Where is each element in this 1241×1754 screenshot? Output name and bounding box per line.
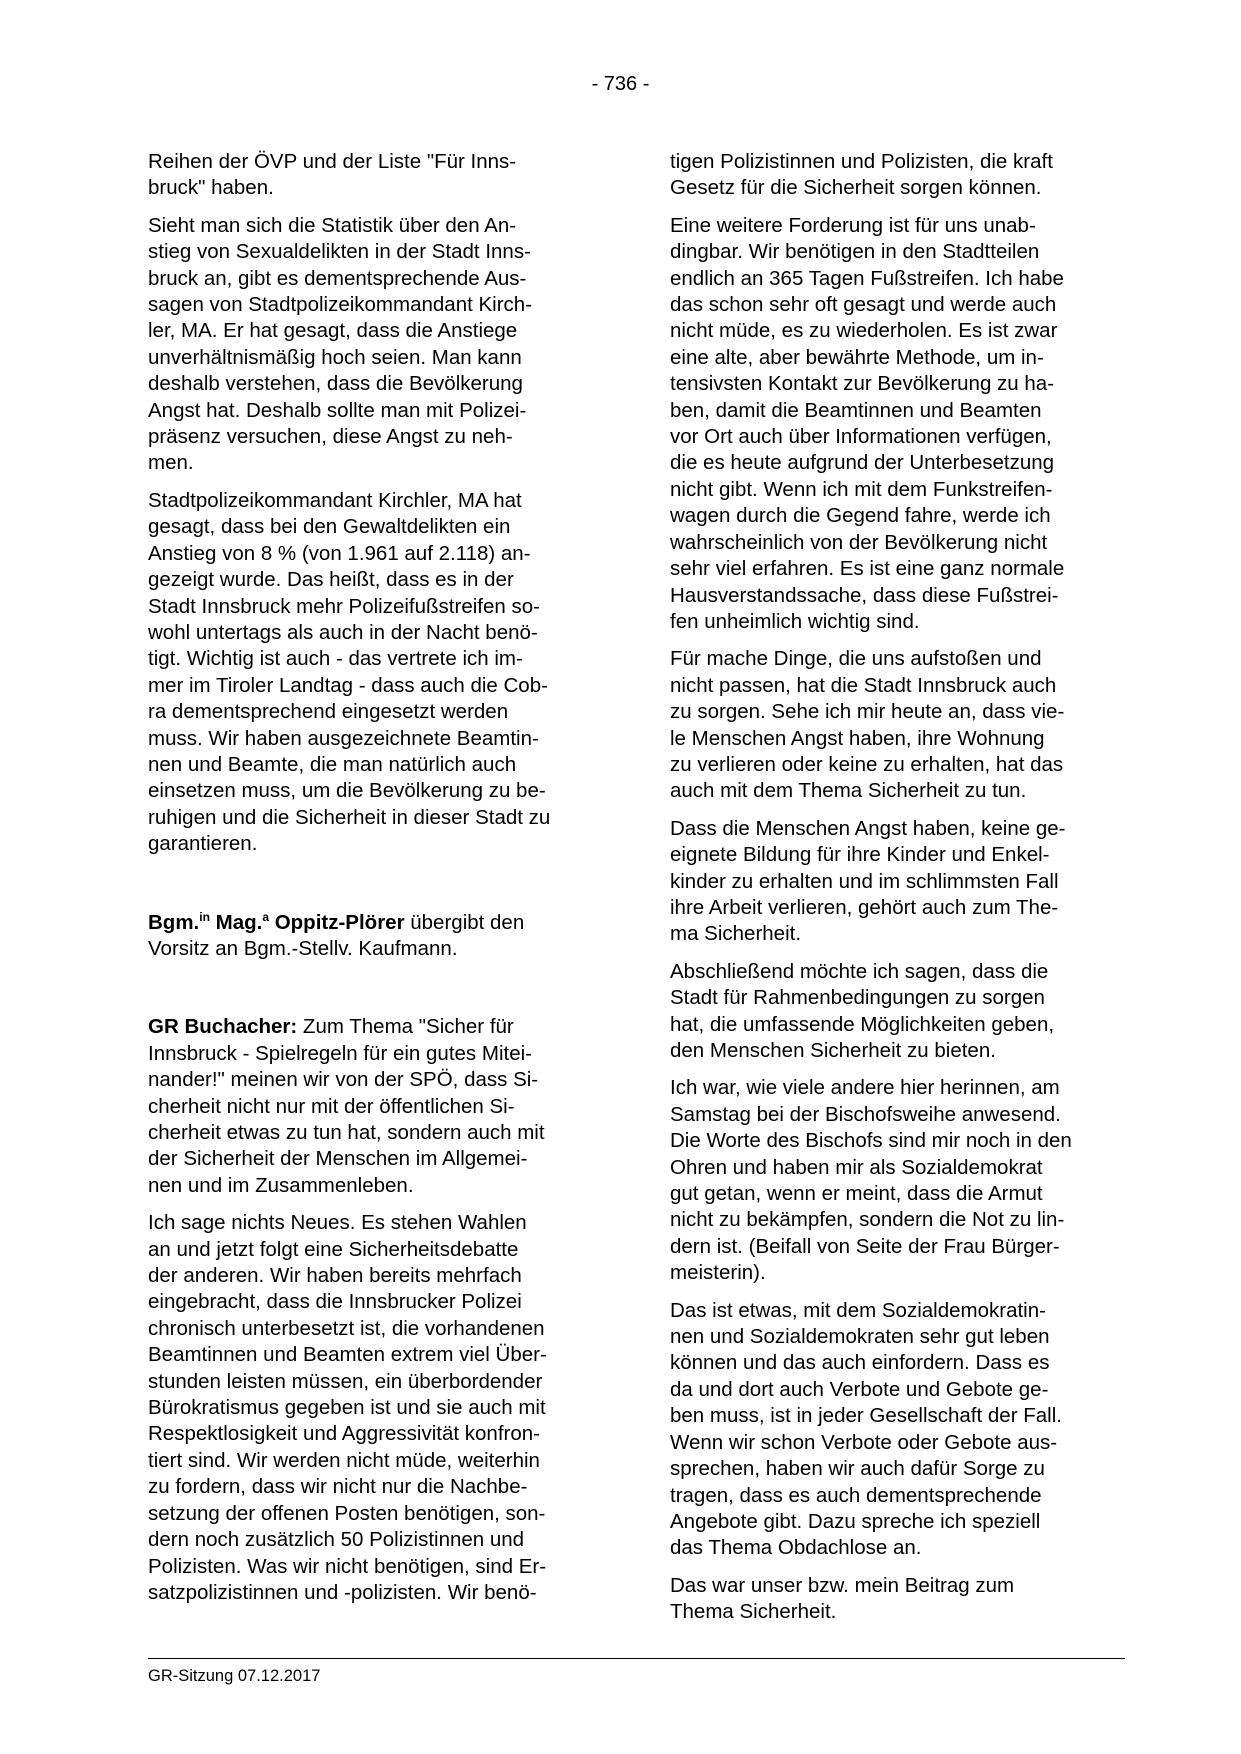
text-line: meisterin). xyxy=(670,1261,766,1285)
chair-line-1: Bgm.$^{in}$ Mag.$^a$ Oppitz-Plörer übergibt den xyxy=(148,909,525,934)
text-line: mer im Tiroler Landtag - dass auch die Cob- xyxy=(148,673,548,697)
text-line: Reihen der ÖVP und der Liste "Für Inns- xyxy=(148,150,517,173)
text-line: cherheit etwas zu tun hat, sondern auch mit xyxy=(148,1121,545,1144)
text-line: bruck an, gibt es dementsprechende Aus- xyxy=(148,266,527,290)
text-line: dern ist. (Beifall von Seite der Frau Bürger- xyxy=(670,1234,1060,1258)
text-line: Samstag bei der Bischofsweihe anwesend. xyxy=(670,1102,1061,1126)
speaker-paragraph xyxy=(148,1014,601,1199)
text-line: Die Worte des Bischofs sind mir noch in den xyxy=(670,1129,1072,1153)
text-line: deshalb verstehen, dass die Bevölkerung xyxy=(148,372,523,396)
text-line: Gesetz für die Sicherheit sorgen können. xyxy=(670,176,1042,200)
text-line: an und jetzt folgt eine Sicherheitsdebatte xyxy=(148,1237,519,1261)
text-line: hat, die umfassende Möglichkeiten geben, xyxy=(670,1012,1055,1036)
text-line: nen und Beamte, die man natürlich auch xyxy=(148,752,517,776)
footer-divider xyxy=(148,1658,1125,1659)
paragraph xyxy=(670,646,1123,804)
text-line: garantieren. xyxy=(148,832,258,856)
text-line: cherheit nicht nur mit der öffentlichen Si- xyxy=(148,1094,515,1118)
text-line: Angst hat. Deshalb sollte man mit Polizei- xyxy=(148,398,527,422)
text-line: Thema Sicherheit. xyxy=(670,1600,837,1624)
text-line: die es heute aufgrund der Unterbesetzung xyxy=(670,451,1055,475)
text-line: stieg von Sexualdelikten in der Stadt Inns- xyxy=(148,240,531,264)
text-line: satzpolizistinnen und -polizisten. Wir benö- xyxy=(148,1580,537,1604)
text-line: zu sorgen. Sehe ich mir heute an, dass vie- xyxy=(670,700,1065,724)
footer-session-date: GR-Sitzung 07.12.2017 xyxy=(148,1667,321,1685)
text-line: dern noch zusätzlich 50 Polizistinnen und xyxy=(148,1528,525,1552)
text-line: Ich war, wie viele andere hier herinnen, am xyxy=(670,1076,1060,1100)
text-line: ruhigen und die Sicherheit in dieser Stadt zu xyxy=(148,805,551,829)
text-line: gesagt, dass bei den Gewaltdelikten ein xyxy=(148,515,511,539)
text-line: gezeigt wurde. Das heißt, dass es in der xyxy=(148,568,514,592)
text-line: nen und im Zusammenleben. xyxy=(148,1173,414,1197)
text-line: Abschließend möchte ich sagen, dass die xyxy=(670,959,1049,983)
text-line: nicht müde, es zu wiederholen. Es ist zwar xyxy=(670,319,1058,343)
spacer xyxy=(148,869,601,910)
paragraph xyxy=(148,149,601,202)
paragraph xyxy=(670,816,1123,948)
paragraph xyxy=(670,1298,1123,1562)
text-line: Das ist etwas, mit dem Sozialdemokratin- xyxy=(670,1298,1046,1322)
chair-handover xyxy=(148,910,601,963)
text-line: eine alte, aber bewährte Methode, um in- xyxy=(670,345,1044,369)
text-line: Stadt für Rahmenbedingungen zu sorgen xyxy=(670,986,1045,1010)
paragraph xyxy=(670,1573,1123,1626)
text-line: können und das auch einfordern. Dass es xyxy=(670,1351,1050,1375)
text-line: wohl untertags als auch in der Nacht benö- xyxy=(148,620,538,644)
text-line: vor Ort auch über Informationen verfügen, xyxy=(670,425,1052,449)
text-line: sehr viel erfahren. Es ist eine ganz normale xyxy=(670,557,1065,581)
text-line: stunden leisten müssen, ein überbordender xyxy=(148,1369,543,1393)
speaker-line-1: GR Buchacher: Zum Thema "Sicher für xyxy=(148,1015,514,1039)
text-line: fen unheimlich wichtig sind. xyxy=(670,609,920,633)
text-line: chronisch unterbesetzt ist, die vorhandenen xyxy=(148,1316,545,1340)
text-line: zu verlieren oder keine zu erhalten, hat das xyxy=(670,752,1064,776)
text-line: das schon sehr oft gesagt und werde auch xyxy=(670,293,1057,317)
text-line: endlich an 365 Tagen Fußstreifen. Ich habe xyxy=(670,266,1064,290)
text-line: auch mit dem Thema Sicherheit zu tun. xyxy=(670,779,1027,803)
text-line: Angebote gibt. Dazu spreche ich speziell xyxy=(670,1509,1041,1533)
paragraph xyxy=(148,1210,601,1606)
text-line: nander!" meinen wir von der SPÖ, dass Si- xyxy=(148,1068,539,1092)
text-line: einsetzen muss, um die Bevölkerung zu be- xyxy=(148,779,546,803)
speaker-name: GR Buchacher: xyxy=(148,1015,298,1039)
text-line: tragen, dass es auch dementsprechende xyxy=(670,1483,1042,1507)
speaker-lines xyxy=(148,1041,601,1199)
text-line: Beamtinnen und Beamten extrem viel Über- xyxy=(148,1343,547,1367)
text-line: nicht gibt. Wenn ich mit dem Funkstreifen- xyxy=(670,477,1053,501)
spacer xyxy=(148,973,601,1014)
text-line: sagen von Stadtpolizeikommandant Kirch- xyxy=(148,293,533,317)
text-line: Hausverstandssache, dass diese Fußstrei- xyxy=(670,583,1059,607)
text-line: Eine weitere Forderung ist für uns unab- xyxy=(670,213,1036,237)
paragraph xyxy=(670,1075,1123,1286)
paragraph xyxy=(148,213,601,477)
text-line: eingebracht, dass die Innsbrucker Polizei xyxy=(148,1290,522,1314)
text-line: ma Sicherheit. xyxy=(670,922,802,946)
chair-name: Bgm.$^{in}$ Mag.$^a$ Oppitz-Plörer xyxy=(148,909,405,934)
text-line: ra dementsprechend eingesetzt werden xyxy=(148,700,509,724)
text-line: das Thema Obdachlose an. xyxy=(670,1536,922,1560)
right-column xyxy=(670,149,1123,1637)
text-line: Anstieg von 8 % (von 1.961 auf 2.118) an- xyxy=(148,541,531,565)
text-line: ben muss, ist in jeder Gesellschaft der Fall. xyxy=(670,1404,1062,1428)
text-line: tigen Polizistinnen und Polizisten, die kraft xyxy=(670,150,1053,173)
text-line: wahrscheinlich von der Bevölkerung nicht xyxy=(670,530,1048,554)
text-line: setzung der offenen Posten benötigen, son- xyxy=(148,1501,546,1525)
text-line: sprechen, haben wir auch dafür Sorge zu xyxy=(670,1457,1045,1481)
text-line: Innsbruck - Spielregeln für ein gutes Mitei- xyxy=(148,1041,532,1065)
text-line: Stadtpolizeikommandant Kirchler, MA hat xyxy=(148,488,522,512)
text-line: der anderen. Wir haben bereits mehrfach xyxy=(148,1264,522,1288)
text-line: le Menschen Angst haben, ihre Wohnung xyxy=(670,726,1045,750)
text-line: nicht zu bekämpfen, sondern die Not zu lin- xyxy=(670,1208,1065,1232)
text-line: präsenz versuchen, diese Angst zu neh- xyxy=(148,425,513,449)
text-line: ler, MA. Er hat gesagt, dass die Anstiege xyxy=(148,319,518,343)
page-number: - 736 - xyxy=(591,73,650,95)
text-line: wagen durch die Gegend fahre, werde ich xyxy=(670,504,1051,528)
text-line: men. xyxy=(148,451,194,475)
text-line: Das war unser bzw. mein Beitrag zum xyxy=(670,1573,1015,1597)
text-line: tiert sind. Wir werden nicht müde, weiterhin xyxy=(148,1448,540,1472)
chair-line-2: Vorsitz an Bgm.-Stellv. Kaufmann. xyxy=(148,936,458,960)
text-line: kinder zu erhalten und im schlimmsten Fall xyxy=(670,869,1059,893)
text-line: Stadt Innsbruck mehr Polizeifußstreifen so- xyxy=(148,594,540,618)
left-column xyxy=(148,149,601,1617)
text-line: Sieht man sich die Statistik über den An- xyxy=(148,213,517,237)
text-line: bruck" haben. xyxy=(148,176,274,200)
text-line: gut getan, wenn er meint, dass die Armut xyxy=(670,1182,1043,1206)
text-line: eignete Bildung für ihre Kinder und Enkel- xyxy=(670,843,1050,867)
paragraph xyxy=(670,959,1123,1065)
text-line: Für mache Dinge, die uns aufstoßen und xyxy=(670,647,1042,671)
text-line: Bürokratismus gegeben ist und sie auch mit xyxy=(148,1396,546,1420)
text-line: ihre Arbeit verlieren, gehört auch zum The- xyxy=(670,895,1059,919)
text-line: tigt. Wichtig ist auch - das vertrete ich im- xyxy=(148,647,523,671)
text-line: Ohren und haben mir als Sozialdemokrat xyxy=(670,1155,1043,1179)
text-line: der Sicherheit der Menschen im Allgemei- xyxy=(148,1147,528,1171)
text-line: Ich sage nichts Neues. Es stehen Wahlen xyxy=(148,1211,527,1235)
text-line: Dass die Menschen Angst haben, keine ge- xyxy=(670,816,1066,840)
text-line: da und dort auch Verbote und Gebote ge- xyxy=(670,1377,1049,1401)
text-line: nicht passen, hat die Stadt Innsbruck auch xyxy=(670,673,1057,697)
text-line: nen und Sozialdemokraten sehr gut leben xyxy=(670,1325,1050,1349)
text-line: muss. Wir haben ausgezeichnete Beamtin- xyxy=(148,726,539,750)
text-line: Respektlosigkeit und Aggressivität konfron- xyxy=(148,1422,540,1446)
text-line: dingbar. Wir benötigen in den Stadtteilen xyxy=(670,240,1040,264)
text-line: ben, damit die Beamtinnen und Beamten xyxy=(670,398,1042,422)
paragraph xyxy=(148,488,601,858)
text-line: Polizisten. Was wir nicht benötigen, sind Er- xyxy=(148,1554,547,1578)
text-line: Wenn wir schon Verbote oder Gebote aus- xyxy=(670,1430,1058,1454)
paragraph xyxy=(670,149,1123,202)
text-line: den Menschen Sicherheit zu bieten. xyxy=(670,1039,996,1062)
text-line: zu fordern, dass wir nicht nur die Nachbe- xyxy=(148,1475,528,1499)
paragraph xyxy=(670,213,1123,636)
text-line: tensivsten Kontakt zur Bevölkerung zu ha- xyxy=(670,372,1055,396)
text-line: unverhältnismäßig hoch seien. Man kann xyxy=(148,345,522,369)
